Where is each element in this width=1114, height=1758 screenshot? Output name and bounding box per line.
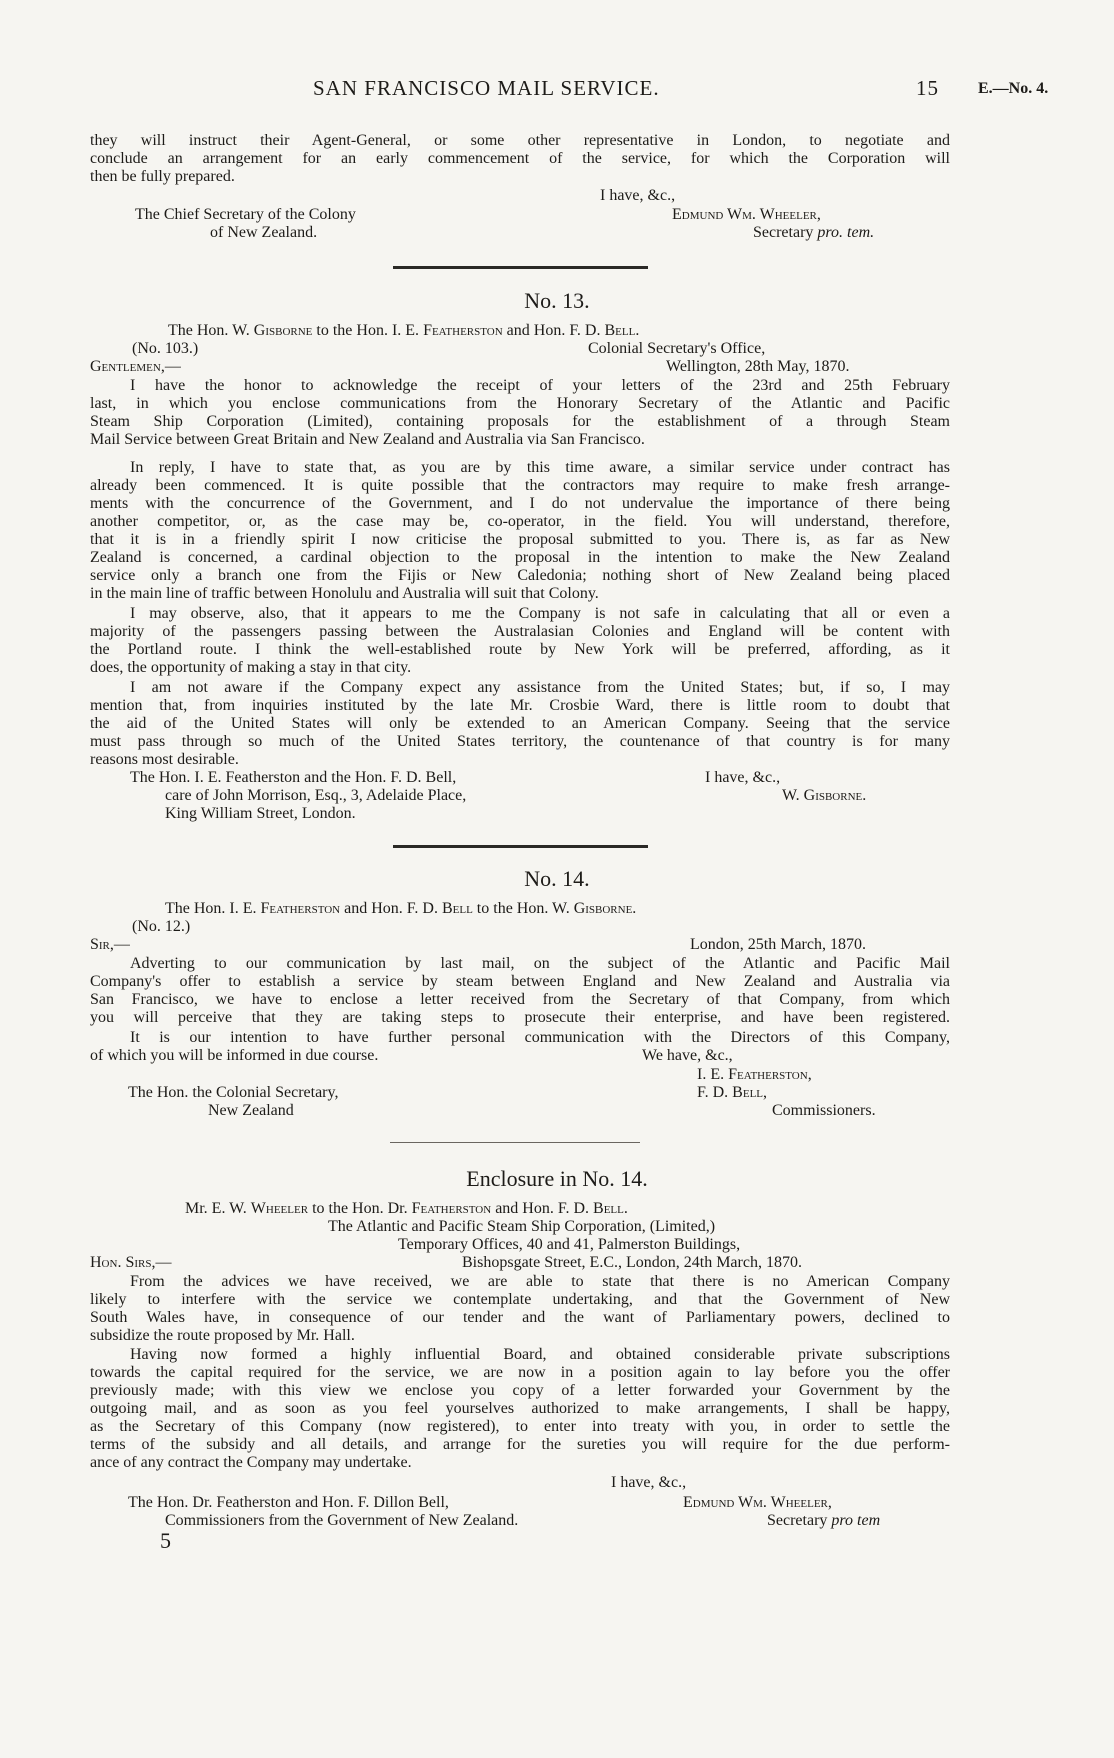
- text-line: Mail Service between Great Britain and New Zealand and Australia via San Francisco.: [90, 431, 645, 448]
- text-line: terms of the subsidy and all details, and arrange for the sureties you will require for the due perform-: [90, 1436, 950, 1453]
- text-line: outgoing mail, and as soon as you feel yourselves authorized to make arrangements, I shall be happy,: [90, 1400, 950, 1417]
- letter-date: Wellington, 28th May, 1870.: [666, 358, 850, 375]
- addressee: care of John Morrison, Esq., 3, Adelaide Place,: [165, 787, 467, 804]
- addressee: The Hon. the Colonial Secretary,: [128, 1084, 339, 1101]
- text-line: the aid of the United States will only be extended to an American Company. Seeing that the service: [90, 715, 950, 732]
- text-line: last, in which you enclose communications from the Honorary Secretary of the Atlantic and Pacific: [90, 395, 950, 412]
- text-line: as the Secretary of this Company (now registered), to enter into treaty with you, in order to settle the: [90, 1418, 950, 1435]
- addressee: Commissioners from the Government of New Zealand.: [165, 1512, 519, 1529]
- text-line: you will perceive that they are taking steps to prosecute their enterprise, and have been registered.: [90, 1009, 950, 1026]
- addressee: of New Zealand.: [210, 224, 318, 241]
- salutation: Gentlemen,—: [90, 358, 181, 375]
- text-line: must pass through so much of the United States territory, the countenance of that country is for many: [90, 733, 950, 750]
- letter-office: Colonial Secretary's Office,: [588, 340, 766, 357]
- folio-number: 5: [160, 1528, 171, 1553]
- signature-title: Secretary pro. tem.: [753, 224, 875, 241]
- text-line: likely to interfere with the service we contemplate undertaking, and that the Government of New: [90, 1291, 950, 1308]
- text-line: Steam Ship Corporation (Limited), containing proposals for the establishment of a through Steam: [90, 413, 950, 430]
- text-line: ments with the concurrence of the Government, and I do not undervalue the importance of there being: [90, 495, 950, 512]
- text-line: towards the capital required for the service, we are now in a position again to lay before you the offer: [90, 1364, 950, 1381]
- closing: We have, &c.,: [642, 1047, 733, 1064]
- salutation: Sir,—: [90, 936, 130, 953]
- text-line: From the advices we have received, we are able to state that there is no American Company: [130, 1273, 950, 1290]
- text-line: the Portland route. I think the well-established route by New York will be preferred, affording, as it: [90, 641, 950, 658]
- signature: Edmund Wm. Wheeler,: [672, 206, 821, 223]
- signature-title: Secretary pro tem: [767, 1512, 881, 1529]
- text-line: does, the opportunity of making a stay in that city.: [90, 659, 412, 676]
- text-line: then be fully prepared.: [90, 168, 235, 185]
- text-line: another competitor, or, as the case may be, co-operator, in the field. You will understand, therefore,: [90, 513, 950, 530]
- text-line: already been commenced. It is quite possible that the contractors may require to make fresh arrange-: [90, 477, 950, 494]
- addressee: New Zealand: [208, 1102, 294, 1119]
- text-line: ance of any contract the Company may undertake.: [90, 1454, 412, 1471]
- letter-heading: No. 14.: [524, 866, 590, 891]
- text-line: South Wales have, in consequence of our tender and the want of Parliamentary powers, declined to: [90, 1309, 950, 1326]
- text-line: subsidize the route proposed by Mr. Hall.: [90, 1327, 355, 1344]
- closing: I have, &c.,: [611, 1474, 687, 1491]
- signature: Edmund Wm. Wheeler,: [683, 1494, 832, 1511]
- running-title: SAN FRANCISCO MAIL SERVICE.: [313, 76, 660, 100]
- separator-rule: [393, 845, 648, 848]
- text-line: majority of the passengers passing between the Australasian Colonies and England will be content with: [90, 623, 950, 640]
- letter-office: Temporary Offices, 40 and 41, Palmerston Buildings,: [398, 1236, 741, 1253]
- text-line: previously made; with this view we enclose you copy of a letter forwarded your Government by the: [90, 1382, 950, 1399]
- letter-heading: No. 13.: [524, 288, 590, 313]
- text-line: they will instruct their Agent-General, or some other representative in London, to negotiate and: [90, 132, 950, 149]
- text-line: It is our intention to have further personal communication with the Directors of this Company,: [130, 1029, 950, 1046]
- text-line: of which you will be informed in due course.: [90, 1047, 379, 1064]
- text-line: In reply, I have to state that, as you are by this time aware, a similar service under contract has: [130, 459, 950, 476]
- text-line: San Francisco, we have to enclose a letter received from the Secretary of that Company, from which: [90, 991, 950, 1008]
- signature: F. D. Bell,: [697, 1084, 768, 1101]
- signature: W. Gisborne.: [782, 787, 867, 804]
- enclosure-heading: Enclosure in No. 14.: [466, 1166, 648, 1191]
- text-line: reasons most desirable.: [90, 751, 239, 768]
- text-line: Zealand is concerned, a cardinal objection to the proposal in the intention to make the New Zealand: [90, 549, 950, 566]
- addressee: The Chief Secretary of the Colony: [135, 206, 356, 223]
- text-line: mention that, from inquiries instituted by the late Mr. Crosbie Ward, there is little room to doubt that: [90, 697, 950, 714]
- text-line: I have the honor to acknowledge the receipt of your letters of the 23rd and 25th February: [130, 377, 950, 394]
- text-line: that it is in a friendly spirit I now criticise the proposal submitted to you. There is, as far as New: [90, 531, 950, 548]
- letter-date: Bishopsgate Street, E.C., London, 24th March, 1870.: [462, 1254, 802, 1271]
- signature: I. E. Featherston,: [697, 1066, 812, 1083]
- page-number: 15: [916, 76, 939, 100]
- letter-ref: (No. 103.): [132, 340, 199, 357]
- signature-title: Commissioners.: [772, 1102, 876, 1119]
- text-line: Adverting to our communication by last mail, on the subject of the Atlantic and Pacific Mail: [130, 955, 950, 972]
- salutation: Hon. Sirs,—: [90, 1254, 172, 1271]
- closing: I have, &c.,: [705, 769, 781, 786]
- addressee: King William Street, London.: [165, 805, 356, 822]
- text-line: Company's offer to establish a service by steam between England and New Zealand and Australia via: [90, 973, 950, 990]
- separator-rule: [393, 266, 648, 269]
- text-line: service only a branch one from the Fijis or New Caledonia; nothing short of New Zealand being placed: [90, 567, 950, 584]
- text-line: Having now formed a highly influential Board, and obtained considerable private subscriptions: [130, 1346, 950, 1363]
- text-line: conclude an arrangement for an early commencement of the service, for which the Corporation will: [90, 150, 950, 167]
- document-reference: E.—No. 4.: [978, 80, 1049, 97]
- letter-parties: The Hon. W. Gisborne to the Hon. I. E. Featherston and Hon. F. D. Bell.: [168, 322, 640, 339]
- letter-parties: The Hon. I. E. Featherston and Hon. F. D. Bell to the Hon. W. Gisborne.: [165, 900, 637, 917]
- separator-rule: [390, 1142, 640, 1143]
- letter-date: London, 25th March, 1870.: [690, 936, 866, 953]
- letter-parties: Mr. E. W. Wheeler to the Hon. Dr. Featherston and Hon. F. D. Bell.: [185, 1200, 628, 1217]
- text-line: I am not aware if the Company expect any assistance from the United States; but, if so, I may: [130, 679, 950, 696]
- addressee: The Hon. Dr. Featherston and Hon. F. Dillon Bell,: [128, 1494, 449, 1511]
- addressee: The Hon. I. E. Featherston and the Hon. F. D. Bell,: [130, 769, 457, 786]
- letter-office: The Atlantic and Pacific Steam Ship Corporation, (Limited,): [328, 1218, 716, 1235]
- closing: I have, &c.,: [600, 187, 676, 204]
- text-line: in the main line of traffic between Honolulu and Australia will suit that Colony.: [90, 585, 599, 602]
- text-line: I may observe, also, that it appears to me the Company is not safe in calculating that all or even a: [130, 605, 950, 622]
- letter-ref: (No. 12.): [132, 918, 191, 935]
